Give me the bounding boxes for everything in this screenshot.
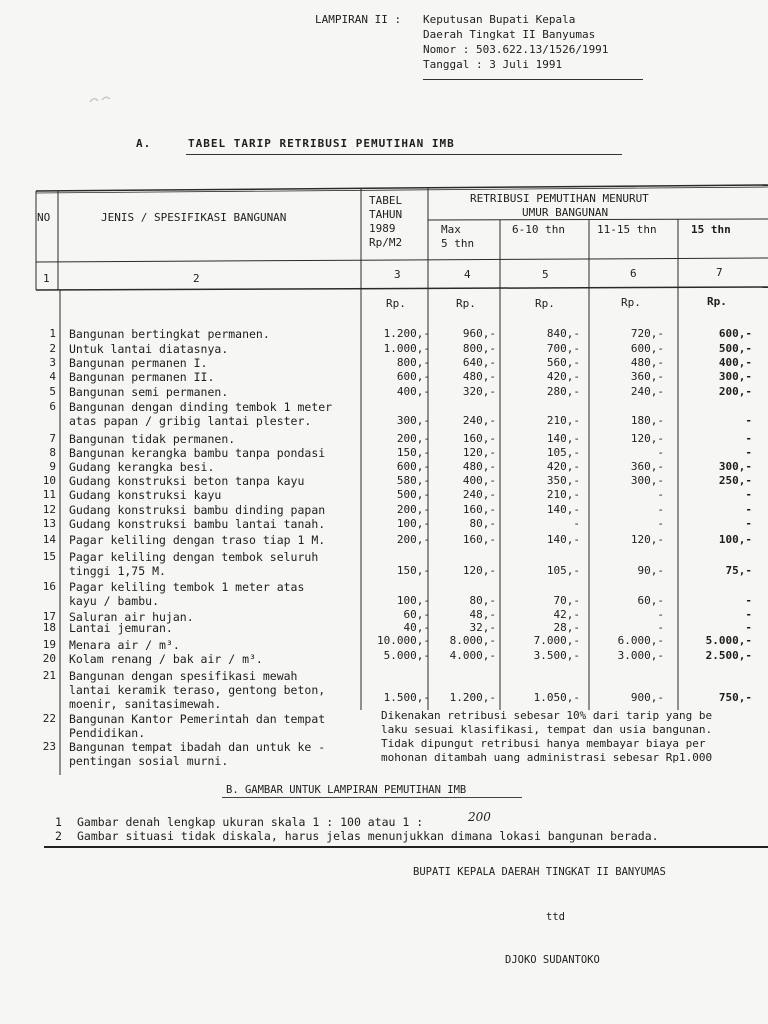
rate-value: 105,- [546, 446, 580, 459]
rate-value: 420,- [546, 460, 580, 473]
rate-value: 32,- [469, 621, 496, 634]
rate-value: - [657, 517, 664, 530]
rate-value: 200,- [396, 503, 430, 516]
sub-col-max-line-1: Max [441, 223, 461, 236]
sub-col-15: 15 thn [691, 223, 731, 236]
currency-col-7: Rp. [707, 295, 727, 308]
row-number: 15 [42, 550, 56, 563]
currency-col-4: Rp. [456, 297, 476, 310]
rate-value: 300,- [718, 370, 752, 383]
row-description: Bangunan bertingkat permanen. [69, 327, 270, 341]
rate-value: 400,- [718, 356, 752, 369]
row-description: Gudang konstruksi bambu dinding papan [69, 503, 326, 517]
currency-col-3: Rp. [386, 297, 406, 310]
row-number: 7 [49, 432, 56, 445]
row-description: lantai keramik teraso, gentong beton, [69, 683, 326, 697]
row-description: Saluran air hujan. [69, 610, 194, 624]
rate-value: 1.500,- [383, 691, 430, 704]
section-b-title: B. GAMBAR UNTUK LAMPIRAN PEMUTIHAN IMB [226, 784, 467, 796]
rate-value: 1.000,- [383, 342, 430, 355]
row-description: Bangunan tempat ibadah dan untuk ke - [69, 740, 326, 754]
rate-value: - [657, 608, 664, 621]
col-number-7: 7 [716, 266, 723, 279]
rate-value: - [745, 503, 752, 516]
note-22-line-1: Dikenakan retribusi sebesar 10% dari tarip yang be [381, 709, 713, 722]
rate-value: 210,- [546, 414, 580, 427]
note-23-line-1: Tidak dipungut retribusi hanya membayar biaya per [381, 737, 706, 750]
row-description: Menara air / m³. [69, 638, 180, 652]
footer-rule [44, 846, 768, 848]
rate-value: 6.000,- [617, 634, 664, 647]
rate-value: 100,- [718, 533, 752, 546]
rate-value: 720,- [630, 327, 664, 340]
rate-value: 480,- [462, 370, 496, 383]
rate-value: 210,- [546, 488, 580, 501]
row-description: Bangunan permanen I. [69, 356, 208, 370]
rate-value: 60,- [637, 594, 664, 607]
rate-value: 480,- [462, 460, 496, 473]
col-number-1: 1 [43, 272, 50, 285]
rate-value: 800,- [462, 342, 496, 355]
rate-value: 60,- [403, 608, 430, 621]
row-number: 3 [49, 356, 56, 369]
rate-value: 160,- [462, 533, 496, 546]
row-number: 2 [49, 342, 56, 355]
row-description: Bangunan permanen II. [69, 370, 215, 384]
section-b-item-1-no: 1 [55, 815, 62, 829]
rate-value: 360,- [630, 460, 664, 473]
rate-value: 300,- [396, 414, 430, 427]
rate-value: 480,- [630, 356, 664, 369]
rate-value: - [745, 621, 752, 634]
handwritten-scale: 200 [468, 810, 491, 824]
rate-value: 320,- [462, 385, 496, 398]
rate-value: 600,- [396, 370, 430, 383]
section-a-letter: A. [136, 137, 152, 150]
row-description: Bangunan kerangka bambu tanpa pondasi [69, 446, 326, 460]
row-description: moenir, sanitasimewah. [69, 697, 222, 711]
rate-value: 800,- [396, 356, 430, 369]
rate-value: 100,- [396, 517, 430, 530]
rate-value: 500,- [396, 488, 430, 501]
rate-value: 350,- [546, 474, 580, 487]
rate-value: 100,- [396, 594, 430, 607]
rate-value: 580,- [396, 474, 430, 487]
row-description: Pagar keliling dengan tembok seluruh [69, 550, 319, 564]
rate-value: 240,- [630, 385, 664, 398]
row-number: 16 [42, 580, 56, 593]
rate-value: 28,- [553, 621, 580, 634]
signature-name: DJOKO SUDANTOKO [505, 954, 600, 966]
rate-value: 10.000,- [377, 634, 430, 647]
row-number: 20 [42, 652, 56, 665]
col-header-no: NO [37, 211, 51, 224]
rate-value: 7.000,- [533, 634, 580, 647]
row-number: 13 [42, 517, 56, 530]
row-description: Lantai jemuran. [69, 621, 173, 635]
rate-value: - [745, 414, 752, 427]
signature-ttd: ttd [546, 911, 565, 923]
note-23-line-2: mohonan ditambah uang administrasi sebesar Rp1.000 [381, 751, 713, 764]
col-header-tabel-line-1: TABEL [369, 194, 403, 207]
row-number: 11 [42, 488, 56, 501]
row-description: pentingan sosial murni. [69, 754, 229, 768]
row-number: 18 [42, 621, 56, 634]
col-header-tabel-line-3: 1989 [369, 222, 396, 235]
rate-value: 240,- [462, 488, 496, 501]
row-description: Bangunan tidak permanen. [69, 432, 236, 446]
rate-value: 140,- [546, 432, 580, 445]
row-description: Gudang konstruksi bambu lantai tanah. [69, 517, 326, 531]
rate-value: 150,- [396, 564, 430, 577]
rate-value: - [745, 432, 752, 445]
rate-value: 300,- [630, 474, 664, 487]
row-number: 10 [42, 474, 56, 487]
rate-value: - [745, 608, 752, 621]
header-line-2: Daerah Tingkat II Banyumas [423, 28, 596, 41]
rate-value: 960,- [462, 327, 496, 340]
rate-value: 5.000,- [705, 634, 752, 647]
col-number-5: 5 [542, 268, 549, 281]
row-number: 6 [49, 400, 56, 413]
lampiran-label: LAMPIRAN II : [315, 13, 402, 26]
rate-value: 400,- [396, 385, 430, 398]
rate-value: - [657, 503, 664, 516]
section-b-item-1-text: Gambar denah lengkap ukuran skala 1 : 100 atau 1 : [77, 815, 424, 829]
rate-value: 180,- [630, 414, 664, 427]
section-b-item-2-no: 2 [55, 829, 62, 843]
rate-value: - [657, 446, 664, 459]
row-description: Pagar keliling dengan traso tiap 1 M. [69, 533, 326, 547]
rate-value: 200,- [396, 533, 430, 546]
sub-col-6-10: 6-10 thn [512, 223, 565, 236]
col-header-jenis: JENIS / SPESIFIKASI BANGUNAN [101, 211, 287, 224]
rate-value: 70,- [553, 594, 580, 607]
row-number: 12 [42, 503, 56, 516]
currency-col-6: Rp. [621, 296, 641, 309]
col-number-2: 2 [193, 272, 200, 285]
rate-value: - [657, 488, 664, 501]
note-22-line-2: laku sesuai klasifikasi, tempat dan usia bangunan. [381, 723, 713, 736]
rate-value: 105,- [546, 564, 580, 577]
row-description: Gudang konstruksi beton tanpa kayu [69, 474, 305, 488]
sub-col-max-line-2: 5 thn [441, 237, 475, 250]
rate-value: 42,- [553, 608, 580, 621]
rate-value: 640,- [462, 356, 496, 369]
row-description: atas papan / gribig lantai plester. [69, 414, 312, 428]
rate-value: 150,- [396, 446, 430, 459]
rate-value: 140,- [546, 503, 580, 516]
row-number: 4 [49, 370, 56, 383]
section-b-underline [222, 797, 522, 798]
rate-value: 4.000,- [449, 649, 496, 662]
rate-value: 750,- [718, 691, 752, 704]
rate-value: 1.050,- [533, 691, 580, 704]
group-header-line-1: RETRIBUSI PEMUTIHAN MENURUT [470, 192, 649, 205]
row-description: Pagar keliling tembok 1 meter atas [69, 580, 305, 594]
rate-value: 600,- [630, 342, 664, 355]
rate-value: 75,- [725, 564, 752, 577]
row-description: Gudang konstruksi kayu [69, 488, 222, 502]
rate-value: 400,- [462, 474, 496, 487]
section-b-item-2-text: Gambar situasi tidak diskala, harus jelas menunjukkan dimana lokasi bangunan berada. [77, 829, 659, 843]
row-number: 8 [49, 446, 56, 459]
col-number-4: 4 [464, 268, 471, 281]
rate-value: 80,- [469, 517, 496, 530]
rate-value: 120,- [630, 432, 664, 445]
rate-value: - [745, 488, 752, 501]
rate-value: 1.200,- [383, 327, 430, 340]
rate-value: 200,- [396, 432, 430, 445]
currency-col-5: Rp. [535, 297, 555, 310]
col-header-tabel-line-4: Rp/M2 [369, 236, 403, 249]
row-number: 14 [42, 533, 56, 546]
row-description: Bangunan semi permanen. [69, 385, 229, 399]
rate-value: 840,- [546, 327, 580, 340]
section-a-title: TABEL TARIP RETRIBUSI PEMUTIHAN IMB [188, 137, 455, 150]
header-line-3: Nomor : 503.622.13/1526/1991 [423, 43, 609, 56]
row-description: Bangunan Kantor Pemerintah dan tempat [69, 712, 326, 726]
row-number: 22 [42, 712, 56, 725]
rate-value: 420,- [546, 370, 580, 383]
header-line-1: Keputusan Bupati Kepala [423, 13, 576, 26]
row-description: Bangunan dengan dinding tembok 1 meter [69, 400, 333, 414]
rate-value: 600,- [396, 460, 430, 473]
row-description: tinggi 1,75 M. [69, 564, 166, 578]
rate-value: 160,- [462, 432, 496, 445]
rate-value: 240,- [462, 414, 496, 427]
row-number: 5 [49, 385, 56, 398]
group-header-line-2: UMUR BANGUNAN [522, 206, 609, 219]
row-description: Untuk lantai diatasnya. [69, 342, 229, 356]
rate-value: 3.500,- [533, 649, 580, 662]
row-description: Bangunan dengan spesifikasi mewah [69, 669, 298, 683]
rate-value: 500,- [718, 342, 752, 355]
rate-value: 80,- [469, 594, 496, 607]
rate-value: 250,- [718, 474, 752, 487]
header-line-4: Tanggal : 3 Juli 1991 [423, 58, 563, 71]
row-number: 23 [42, 740, 56, 753]
row-description: Pendidikan. [69, 726, 146, 740]
row-number: 1 [49, 327, 56, 340]
row-description: kayu / bambu. [69, 594, 160, 608]
rate-value: 2.500,- [705, 649, 752, 662]
col-number-3: 3 [394, 268, 401, 281]
rate-value: - [573, 517, 580, 530]
rate-value: 5.000,- [383, 649, 430, 662]
rate-value: 90,- [637, 564, 664, 577]
rate-value: 700,- [546, 342, 580, 355]
rate-value: 120,- [630, 533, 664, 546]
rate-value: 1.200,- [449, 691, 496, 704]
rate-value: 200,- [718, 385, 752, 398]
col-number-6: 6 [630, 267, 637, 280]
rate-value: 8.000,- [449, 634, 496, 647]
rate-value: - [745, 594, 752, 607]
rate-value: 160,- [462, 503, 496, 516]
rate-value: 120,- [462, 564, 496, 577]
rate-value: 300,- [718, 460, 752, 473]
rate-value: 3.000,- [617, 649, 664, 662]
row-description: Gudang kerangka besi. [69, 460, 215, 474]
rate-value: 280,- [546, 385, 580, 398]
rate-value: 120,- [462, 446, 496, 459]
rate-value: 140,- [546, 533, 580, 546]
rate-value: 900,- [630, 691, 664, 704]
row-number: 9 [49, 460, 56, 473]
rate-value: 600,- [718, 327, 752, 340]
row-number: 19 [42, 638, 56, 651]
rate-value: 560,- [546, 356, 580, 369]
rate-value: 360,- [630, 370, 664, 383]
rate-value: - [745, 517, 752, 530]
rate-value: 48,- [469, 608, 496, 621]
rate-value: 40,- [403, 621, 430, 634]
row-number: 21 [42, 669, 56, 682]
signature-office: BUPATI KEPALA DAERAH TINGKAT II BANYUMAS [413, 866, 666, 878]
row-description: Kolam renang / bak air / m³. [69, 652, 263, 666]
rate-value: - [745, 446, 752, 459]
sub-col-11-15: 11-15 thn [597, 223, 657, 236]
rate-value: - [657, 621, 664, 634]
col-header-tabel-line-2: TAHUN [369, 208, 403, 221]
row-number: 17 [42, 610, 56, 623]
